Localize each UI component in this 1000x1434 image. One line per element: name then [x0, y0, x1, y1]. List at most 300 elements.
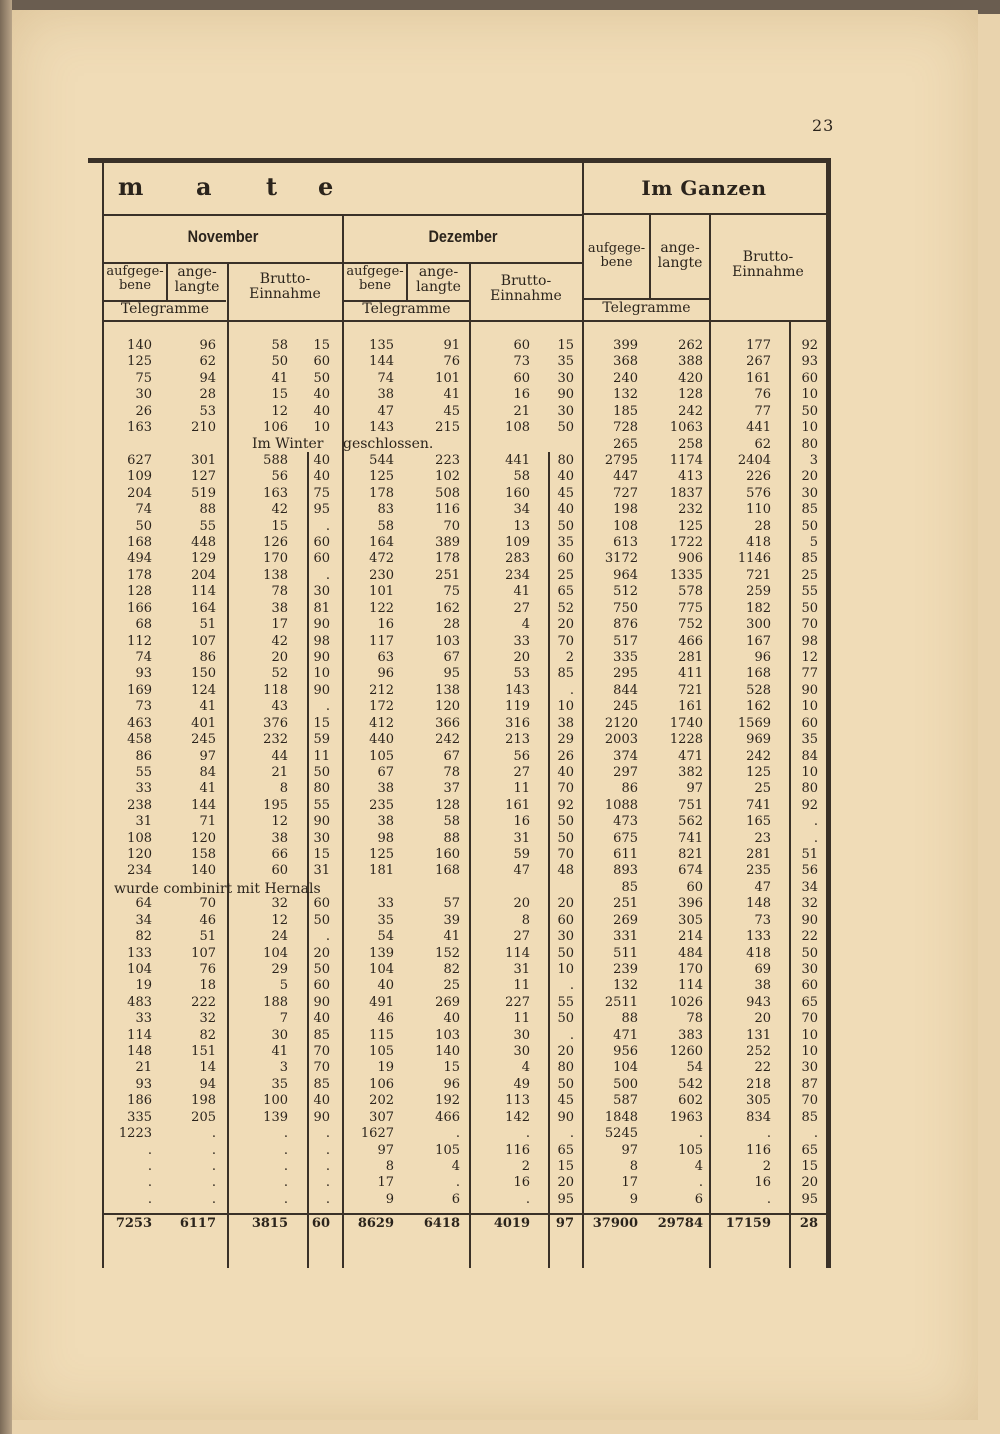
- cell-dez-sent: 63: [377, 650, 394, 665]
- cell-ganz-received: 821: [678, 847, 703, 862]
- cell-ganz-kr: 20: [801, 1175, 818, 1190]
- cell-nov-sent: 178: [127, 568, 152, 583]
- cell-ganz-gross: 161: [746, 371, 771, 386]
- cell-ganz-sent: 368: [613, 354, 638, 369]
- cell-ganz-kr: 70: [801, 1093, 818, 1108]
- total-dez-gross: 4019: [493, 1216, 530, 1231]
- cell-dez-sent: 54: [377, 929, 394, 944]
- cell-dez-kr: 20: [557, 617, 574, 632]
- cell-nov-sent: 114: [127, 1028, 152, 1043]
- total-ganz-received: 29784: [657, 1216, 703, 1231]
- cell-nov-received: .: [211, 1126, 216, 1141]
- cell-nov-gross: 44: [271, 749, 288, 764]
- cell-ganz-kr: 70: [801, 1011, 818, 1026]
- cell-dez-received: 389: [435, 535, 460, 550]
- cell-dez-gross: 283: [505, 551, 530, 566]
- cell-nov-gross: 12: [271, 814, 288, 829]
- cell-nov-received: 76: [199, 962, 216, 977]
- cell-dez-sent: 212: [369, 683, 394, 698]
- cell-nov-received: 86: [199, 650, 216, 665]
- cell-ganz-gross: 77: [754, 404, 771, 419]
- cell-dez-received: 95: [443, 666, 460, 681]
- cell-ganz-kr: 65: [801, 1143, 818, 1158]
- cell-ganz-received: 741: [678, 831, 703, 846]
- cell-nov-received: 94: [199, 1077, 216, 1092]
- cell-ganz-received: 4: [694, 1159, 703, 1174]
- cell-nov-sent: 55: [135, 765, 152, 780]
- cell-ganz-gross: 38: [754, 978, 771, 993]
- cell-nov-sent: .: [147, 1159, 152, 1174]
- cell-dez-received: 102: [435, 469, 460, 484]
- cell-dez-kr: 92: [557, 798, 574, 813]
- cell-nov-received: 204: [191, 568, 216, 583]
- cell-dez-received: 251: [435, 568, 460, 583]
- cell-nov-sent: 31: [135, 814, 152, 829]
- cell-dez-gross: 56: [513, 749, 530, 764]
- cell-ganz-sent: 269: [613, 913, 638, 928]
- cell-dez-received: 160: [435, 847, 460, 862]
- cell-dez-gross: 113: [505, 1093, 530, 1108]
- cell-ganz-kr: 10: [801, 420, 818, 435]
- cell-dez-gross: 8: [521, 913, 530, 928]
- cell-dez-gross: 16: [513, 814, 530, 829]
- cell-dez-sent: 16: [377, 617, 394, 632]
- cell-ganz-sent: 728: [613, 420, 638, 435]
- cell-dez-received: 67: [443, 650, 460, 665]
- cell-ganz-kr: .: [813, 831, 818, 846]
- cell-dez-kr: 30: [557, 404, 574, 419]
- cell-nov-received: 55: [199, 519, 216, 534]
- cell-ganz-kr: 35: [801, 732, 818, 747]
- cell-ganz-kr: 10: [801, 1028, 818, 1043]
- cell-ganz-received: 1963: [669, 1110, 703, 1125]
- cell-dez-sent: 106: [369, 1077, 394, 1092]
- cell-ganz-sent: 9: [629, 1192, 638, 1207]
- total-nov-received: 6117: [179, 1216, 216, 1231]
- cell-dez-gross: .: [525, 1126, 530, 1141]
- cell-ganz-sent: 104: [613, 1060, 638, 1075]
- cell-nov-received: 245: [191, 732, 216, 747]
- cell-ganz-sent: 335: [613, 650, 638, 665]
- cell-ganz-received: 78: [686, 1011, 703, 1026]
- cell-ganz-kr: 50: [801, 601, 818, 616]
- cell-nov-sent: 128: [127, 584, 152, 599]
- cell-nov-kr: .: [325, 1159, 330, 1174]
- cell-ganz-gross: 182: [746, 601, 771, 616]
- cell-ganz-sent: 500: [613, 1077, 638, 1092]
- cell-nov-gross: 3: [279, 1060, 288, 1075]
- cell-nov-kr: 70: [313, 1044, 330, 1059]
- cell-ganz-gross: 25: [754, 781, 771, 796]
- cell-dez-sent: 33: [377, 896, 394, 911]
- cell-ganz-kr: 65: [801, 995, 818, 1010]
- cell-ganz-sent: 964: [613, 568, 638, 583]
- cell-dez-kr: 52: [557, 601, 574, 616]
- cell-dez-sent: 1627: [360, 1126, 394, 1141]
- cell-ganz-received: 128: [678, 387, 703, 402]
- cell-ganz-received: 1740: [669, 716, 703, 731]
- cell-nov-received: 107: [191, 634, 216, 649]
- cell-dez-sent: 40: [377, 978, 394, 993]
- cell-ganz-gross: 168: [746, 666, 771, 681]
- header-nov-telegramme: Telegramme: [120, 301, 210, 317]
- cell-ganz-sent: 240: [613, 371, 638, 386]
- cell-nov-received: 140: [191, 863, 216, 878]
- cell-ganz-kr: 60: [801, 371, 818, 386]
- cell-dez-kr: 40: [557, 502, 574, 517]
- cell-nov-sent: 458: [127, 732, 152, 747]
- total-nov-gross: 3815: [251, 1216, 288, 1231]
- cell-dez-received: 75: [443, 584, 460, 599]
- cell-ganz-sent: 844: [613, 683, 638, 698]
- cell-dez-gross: 27: [513, 765, 530, 780]
- cell-ganz-received: 383: [678, 1028, 703, 1043]
- cell-nov-received: 222: [191, 995, 216, 1010]
- cell-dez-received: 466: [435, 1110, 460, 1125]
- cell-nov-received: 62: [199, 354, 216, 369]
- cell-nov-kr: 15: [313, 716, 330, 731]
- cell-nov-gross: 195: [263, 798, 288, 813]
- cell-dez-sent: 83: [377, 502, 394, 517]
- cell-ganz-gross: .: [766, 1126, 771, 1141]
- cell-nov-kr: .: [325, 568, 330, 583]
- cell-dez-kr: 15: [557, 1159, 574, 1174]
- cell-nov-gross: 5: [279, 978, 288, 993]
- cell-dez-received: 45: [443, 404, 460, 419]
- cell-nov-sent: 33: [135, 1011, 152, 1026]
- cell-ganz-received: 562: [678, 814, 703, 829]
- cell-dez-kr: .: [569, 1126, 574, 1141]
- cell-dez-gross: 20: [513, 896, 530, 911]
- cell-ganz-received: 214: [678, 929, 703, 944]
- cell-nov-gross: .: [283, 1175, 288, 1190]
- cell-ganz-sent: 295: [613, 666, 638, 681]
- cell-dez-kr: 30: [557, 371, 574, 386]
- cell-dez-kr: 35: [557, 535, 574, 550]
- cell-nov-sent: 494: [127, 551, 152, 566]
- cell-ganz-gross: 110: [746, 502, 771, 517]
- cell-dez-gross: 60: [513, 371, 530, 386]
- cell-nov-sent: 68: [135, 617, 152, 632]
- cell-ganz-kr: 80: [801, 437, 818, 452]
- cell-nov-kr: 40: [313, 404, 330, 419]
- cell-ganz-received: 674: [678, 863, 703, 878]
- cell-dez-received: 58: [443, 814, 460, 829]
- cell-dez-sent: 117: [369, 634, 394, 649]
- header-november: November: [187, 227, 259, 246]
- cell-dez-sent: 104: [369, 962, 394, 977]
- cell-nov-received: 70: [199, 896, 216, 911]
- cell-nov-sent: 163: [127, 420, 152, 435]
- cell-ganz-sent: 675: [613, 831, 638, 846]
- cell-dez-gross: 13: [513, 519, 530, 534]
- cell-ganz-gross: 1146: [737, 551, 771, 566]
- cell-dez-gross: 33: [513, 634, 530, 649]
- cell-ganz-gross: 943: [746, 995, 771, 1010]
- cell-nov-received: 51: [199, 929, 216, 944]
- cell-ganz-sent: 97: [621, 1143, 638, 1158]
- cell-nov-sent: 33: [135, 781, 152, 796]
- cell-nov-kr: .: [325, 519, 330, 534]
- cell-nov-kr: 55: [313, 798, 330, 813]
- cell-ganz-sent: 331: [613, 929, 638, 944]
- cell-dez-kr: 65: [557, 584, 574, 599]
- cell-ganz-received: 1722: [669, 535, 703, 550]
- cell-ganz-sent: 185: [613, 404, 638, 419]
- cell-dez-received: 39: [443, 913, 460, 928]
- cell-ganz-sent: 447: [613, 469, 638, 484]
- cell-nov-sent: 120: [127, 847, 152, 862]
- cell-nov-sent: 1223: [118, 1126, 152, 1141]
- total-ganz-gross: 17159: [725, 1216, 771, 1231]
- cell-dez-received: 70: [443, 519, 460, 534]
- cell-ganz-sent: 251: [613, 896, 638, 911]
- cell-nov-gross: 38: [271, 831, 288, 846]
- cell-dez-received: 57: [443, 896, 460, 911]
- cell-nov-sent: .: [147, 1175, 152, 1190]
- cell-ganz-kr: 34: [801, 880, 818, 895]
- cell-nov-received: 82: [199, 1028, 216, 1043]
- cell-nov-kr: 90: [313, 650, 330, 665]
- cell-dez-gross: 109: [505, 535, 530, 550]
- cell-nov-kr: 30: [313, 584, 330, 599]
- cell-nov-gross: 58: [271, 338, 288, 353]
- cell-dez-gross: 234: [505, 568, 530, 583]
- cell-ganz-gross: 177: [746, 338, 771, 353]
- cell-dez-kr: 35: [557, 354, 574, 369]
- cell-dez-received: 28: [443, 617, 460, 632]
- cell-ganz-kr: 87: [801, 1077, 818, 1092]
- cell-ganz-gross: 576: [746, 486, 771, 501]
- cell-nov-sent: 82: [135, 929, 152, 944]
- total-dez-kr: 97: [555, 1216, 574, 1231]
- cell-ganz-sent: 85: [621, 880, 638, 895]
- cell-nov-kr: 20: [313, 946, 330, 961]
- cell-ganz-kr: 90: [801, 683, 818, 698]
- cell-dez-gross: 11: [513, 781, 530, 796]
- cell-ganz-gross: 834: [746, 1110, 771, 1125]
- cell-ganz-kr: 51: [801, 847, 818, 862]
- cell-dez-kr: 70: [557, 781, 574, 796]
- cell-nov-sent: 483: [127, 995, 152, 1010]
- cell-dez-sent: 101: [369, 584, 394, 599]
- cell-nov-received: 28: [199, 387, 216, 402]
- cell-dez-received: 162: [435, 601, 460, 616]
- cell-ganz-gross: 2: [762, 1159, 771, 1174]
- cell-ganz-sent: 512: [613, 584, 638, 599]
- header-ganz-telegramme: Telegramme: [602, 300, 691, 316]
- cell-nov-kr: .: [325, 699, 330, 714]
- cell-nov-gross: .: [283, 1143, 288, 1158]
- cell-nov-received: 205: [191, 1110, 216, 1125]
- cell-dez-kr: 90: [557, 1110, 574, 1125]
- header-dezember: Dezember: [428, 227, 498, 246]
- cell-ganz-received: 281: [678, 650, 703, 665]
- cell-ganz-received: 1837: [669, 486, 703, 501]
- cell-nov-received: 97: [199, 749, 216, 764]
- total-ganz-kr: 28: [799, 1216, 818, 1231]
- cell-nov-gross: 7: [279, 1011, 288, 1026]
- cell-ganz-gross: 418: [746, 946, 771, 961]
- cell-ganz-gross: 167: [746, 634, 771, 649]
- cell-nov-sent: 169: [127, 683, 152, 698]
- cell-ganz-received: 721: [678, 683, 703, 698]
- cell-ganz-received: 775: [678, 601, 703, 616]
- cell-dez-sent: 544: [369, 453, 394, 468]
- cell-dez-gross: 16: [513, 1175, 530, 1190]
- cell-ganz-kr: 15: [801, 1159, 818, 1174]
- cell-ganz-received: 484: [678, 946, 703, 961]
- cell-nov-sent: 19: [135, 978, 152, 993]
- cell-dez-sent: 181: [369, 863, 394, 878]
- cell-nov-sent: 93: [135, 1077, 152, 1092]
- cell-ganz-sent: 2120: [604, 716, 638, 731]
- cell-nov-sent: 30: [135, 387, 152, 402]
- cell-dez-gross: 441: [505, 453, 530, 468]
- cell-ganz-gross: 300: [746, 617, 771, 632]
- cell-ganz-sent: 239: [613, 962, 638, 977]
- cell-dez-kr: 90: [557, 387, 574, 402]
- cell-nov-kr: 15: [313, 338, 330, 353]
- cell-nov-sent: 166: [127, 601, 152, 616]
- cell-nov-kr: 31: [313, 863, 330, 878]
- cell-dez-received: 25: [443, 978, 460, 993]
- cell-dez-sent: 74: [377, 371, 394, 386]
- cell-ganz-kr: 10: [801, 765, 818, 780]
- header-nov-received: ange- langte: [174, 264, 220, 295]
- cell-dez-sent: 125: [369, 847, 394, 862]
- cell-dez-gross: .: [525, 1192, 530, 1207]
- cell-nov-received: 124: [191, 683, 216, 698]
- cell-ganz-kr: 85: [801, 1110, 818, 1125]
- cell-ganz-gross: 131: [746, 1028, 771, 1043]
- cell-ganz-kr: .: [813, 814, 818, 829]
- total-ganz-sent: 37900: [592, 1216, 638, 1231]
- cell-ganz-sent: 511: [613, 946, 638, 961]
- cell-dez-sent: 105: [369, 749, 394, 764]
- total-dez-received: 6418: [423, 1216, 460, 1231]
- cell-dez-received: 40: [443, 1011, 460, 1026]
- cell-nov-sent: 73: [135, 699, 152, 714]
- cell-ganz-kr: 90: [801, 913, 818, 928]
- cell-nov-gross: 41: [271, 1044, 288, 1059]
- cell-dez-kr: 50: [557, 831, 574, 846]
- cell-nov-received: .: [211, 1192, 216, 1207]
- header-dez-telegramme: Telegramme: [362, 301, 451, 317]
- cell-dez-gross: 227: [505, 995, 530, 1010]
- cell-ganz-sent: 727: [613, 486, 638, 501]
- cell-ganz-gross: 16: [754, 1175, 771, 1190]
- cell-dez-received: 128: [435, 798, 460, 813]
- cell-dez-kr: 80: [557, 453, 574, 468]
- cell-dez-sent: 235: [369, 798, 394, 813]
- cell-nov-kr: 11: [313, 749, 330, 764]
- cell-nov-received: 46: [199, 913, 216, 928]
- cell-ganz-gross: 242: [746, 749, 771, 764]
- cell-dez-received: 192: [435, 1093, 460, 1108]
- cell-nov-gross: 170: [263, 551, 288, 566]
- cell-dez-received: 103: [435, 634, 460, 649]
- note-combined: wurde combinirt mit Hernals: [114, 881, 321, 897]
- cell-nov-kr: 60: [313, 978, 330, 993]
- cell-nov-received: 120: [191, 831, 216, 846]
- cell-nov-sent: 140: [127, 338, 152, 353]
- cell-dez-gross: 11: [513, 978, 530, 993]
- cell-dez-sent: 96: [377, 666, 394, 681]
- cell-nov-received: 198: [191, 1093, 216, 1108]
- cell-dez-sent: 122: [369, 601, 394, 616]
- cell-dez-sent: 17: [377, 1175, 394, 1190]
- cell-ganz-received: 466: [678, 634, 703, 649]
- cell-ganz-gross: 259: [746, 584, 771, 599]
- cell-nov-sent: 204: [127, 486, 152, 501]
- cell-nov-kr: 81: [313, 601, 330, 616]
- cell-ganz-received: 105: [678, 1143, 703, 1158]
- cell-ganz-received: 1228: [669, 732, 703, 747]
- cell-nov-gross: 376: [263, 716, 288, 731]
- cell-dez-kr: 55: [557, 995, 574, 1010]
- cell-ganz-kr: 95: [801, 1192, 818, 1207]
- cell-nov-kr: 50: [313, 913, 330, 928]
- cell-ganz-received: 161: [678, 699, 703, 714]
- cell-ganz-received: 420: [678, 371, 703, 386]
- cell-nov-gross: 188: [263, 995, 288, 1010]
- cell-nov-kr: .: [325, 1192, 330, 1207]
- cell-nov-sent: 186: [127, 1093, 152, 1108]
- cell-ganz-kr: 85: [801, 551, 818, 566]
- cell-dez-received: 138: [435, 683, 460, 698]
- cell-ganz-gross: 47: [754, 880, 771, 895]
- total-nov-kr: 60: [311, 1216, 330, 1231]
- cell-ganz-kr: 93: [801, 354, 818, 369]
- cell-ganz-kr: 32: [801, 896, 818, 911]
- cell-ganz-kr: 56: [801, 863, 818, 878]
- cell-nov-kr: 70: [313, 1060, 330, 1075]
- cell-nov-gross: .: [283, 1159, 288, 1174]
- header-dez-gross: Brutto- Einnahme: [490, 273, 562, 304]
- cell-ganz-kr: 30: [801, 962, 818, 977]
- cell-ganz-kr: 12: [801, 650, 818, 665]
- cell-dez-gross: 114: [505, 946, 530, 961]
- cell-nov-gross: .: [283, 1192, 288, 1207]
- cell-dez-gross: 16: [513, 387, 530, 402]
- cell-dez-kr: 50: [557, 814, 574, 829]
- cell-ganz-sent: 399: [613, 338, 638, 353]
- cell-ganz-kr: 60: [801, 978, 818, 993]
- cell-nov-received: 41: [199, 781, 216, 796]
- cell-dez-kr: .: [569, 683, 574, 698]
- cell-dez-received: 103: [435, 1028, 460, 1043]
- cell-ganz-sent: 374: [613, 749, 638, 764]
- cell-dez-received: 91: [443, 338, 460, 353]
- cell-ganz-received: 1260: [669, 1044, 703, 1059]
- cell-nov-received: 210: [191, 420, 216, 435]
- cell-ganz-kr: 50: [801, 519, 818, 534]
- cell-nov-kr: 90: [313, 814, 330, 829]
- cell-dez-received: 78: [443, 765, 460, 780]
- header-nov-sent: aufgege- bene: [106, 264, 164, 293]
- cell-ganz-received: .: [698, 1126, 703, 1141]
- header-ganz-gross: Brutto- Einnahme: [732, 249, 804, 280]
- page-number: 23: [812, 116, 835, 135]
- cell-nov-kr: 98: [313, 634, 330, 649]
- cell-ganz-gross: 528: [746, 683, 771, 698]
- cell-ganz-kr: 77: [801, 666, 818, 681]
- total-nov-sent: 7253: [115, 1216, 152, 1231]
- cell-nov-gross: 52: [271, 666, 288, 681]
- cell-ganz-kr: 3: [809, 453, 818, 468]
- cell-nov-kr: 60: [313, 896, 330, 911]
